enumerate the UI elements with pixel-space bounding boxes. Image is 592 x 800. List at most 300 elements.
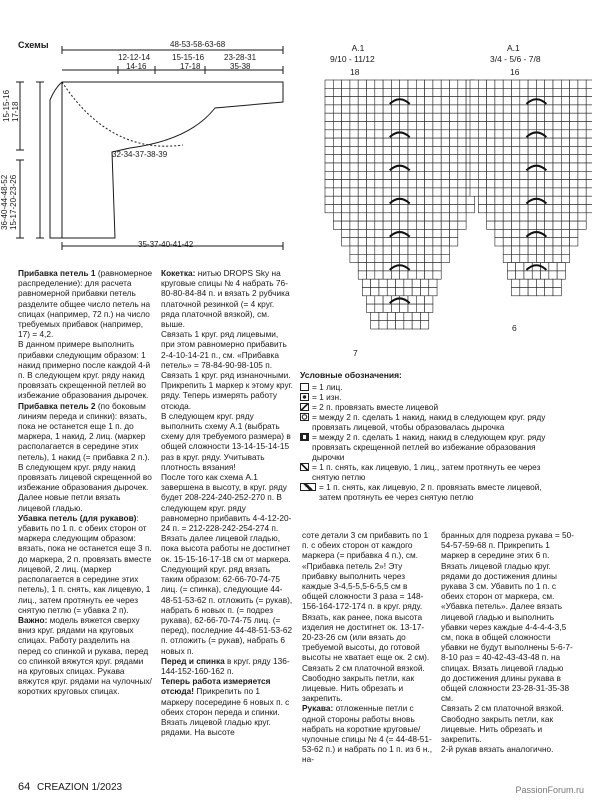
chart-cell xyxy=(342,171,350,179)
chart-cell xyxy=(470,80,478,88)
chart-cell xyxy=(570,155,578,163)
chart-cell xyxy=(512,146,520,154)
chart-cell xyxy=(371,288,379,296)
chart-cell xyxy=(520,221,528,229)
para: Теперь работа измеряется отсюда! Прикрепить по 1 маркеру посередине 6 новых п. с обеих сторон переда и спинки. Вязать лицевой гладью круг. рядами. На высоте xyxy=(161,676,290,738)
chart-cell xyxy=(557,271,565,279)
chart-cell xyxy=(458,88,466,96)
chart-cell xyxy=(416,180,424,188)
chart-cell xyxy=(441,221,449,229)
chart-cell xyxy=(367,155,375,163)
chart-cell xyxy=(367,229,375,237)
chart-cell xyxy=(586,163,592,171)
chart-cell xyxy=(507,271,515,279)
chart-cell xyxy=(325,146,333,154)
chart-cell xyxy=(507,263,515,271)
chart-cell xyxy=(391,122,399,130)
chart-cell xyxy=(487,155,495,163)
para: Убавка петель (для рукавов): убавить по 1 п. с обеих сторон от маркера следующим образом: вязать, пока не останется еще 3 п. до маркера, 2 п. провязать вместе лицевой, 2 лиц. (маркер располагается в середине этих петель), 1 п. снять, как лицевую, 1 лиц., затем протянуть ее через снятую петлю (= убавка 2 п). xyxy=(18,512,152,615)
chart-cell xyxy=(487,205,495,213)
chart-cell xyxy=(487,196,495,204)
chart-cell xyxy=(342,205,350,213)
chart-cell xyxy=(342,113,350,121)
chart-cell xyxy=(470,180,478,188)
chart-cell xyxy=(416,122,424,130)
chart-cell xyxy=(503,213,511,221)
chart-cell xyxy=(553,188,561,196)
chart-cell xyxy=(416,304,424,312)
chart-cell xyxy=(425,163,433,171)
chart-cell xyxy=(520,180,528,188)
chart-cell xyxy=(561,221,569,229)
chart-cell xyxy=(441,196,449,204)
chart-cell xyxy=(532,271,540,279)
legend-yo: = между 2 п. сделать 1 накид, накид в следующем круг. ряду провязать лицевой, чтобы образовалась дырочка xyxy=(300,412,552,432)
chart-cell xyxy=(425,130,433,138)
chart-cell xyxy=(400,221,408,229)
chart-cell xyxy=(412,321,420,329)
chart-cell xyxy=(561,246,569,254)
text-column-1 xyxy=(18,268,153,697)
chart-cell xyxy=(425,254,433,262)
chart-cell xyxy=(387,279,395,287)
chart-cell xyxy=(367,246,375,254)
chart-cell xyxy=(408,246,416,254)
chart-cell xyxy=(520,213,528,221)
chart-cell xyxy=(383,113,391,121)
chart-cell xyxy=(503,196,511,204)
chart-cell xyxy=(342,138,350,146)
dim-top-width: 48-53-58-63-68 xyxy=(170,40,226,49)
para: В следующем круг. ряду выполнить схему А.1 (выбрать схему для требуемого размера) в общей сложности 13-14-15-14-15 раз в круг. ряду. Учитывать плотность вязания! xyxy=(161,410,291,472)
chart-cell xyxy=(350,246,358,254)
chart-cell xyxy=(478,163,486,171)
chart-cell xyxy=(570,80,578,88)
garment-schematic xyxy=(0,40,300,255)
chart-cell xyxy=(536,146,544,154)
chart-cell xyxy=(553,171,561,179)
chart-cell xyxy=(358,146,366,154)
chart-cell xyxy=(478,88,486,96)
chart-cell xyxy=(396,321,404,329)
chart-cell xyxy=(350,171,358,179)
chart-cell xyxy=(553,213,561,221)
chart-cell xyxy=(495,213,503,221)
chart-cell xyxy=(367,105,375,113)
chart-cell xyxy=(570,130,578,138)
chart-cell xyxy=(536,188,544,196)
chart-cell xyxy=(333,97,341,105)
chart-cell xyxy=(503,221,511,229)
chart-cell xyxy=(425,213,433,221)
chart-cell xyxy=(561,205,569,213)
dim-neck-left-a: 12-12-14 xyxy=(118,53,151,62)
chart-cell xyxy=(450,146,458,154)
chart-cell xyxy=(333,113,341,121)
chart-cell xyxy=(487,80,495,88)
chart-cell xyxy=(536,205,544,213)
chart-cell xyxy=(367,163,375,171)
chart-cell xyxy=(433,113,441,121)
chart-cell xyxy=(350,221,358,229)
chart-cell xyxy=(404,321,412,329)
chart-cell xyxy=(333,130,341,138)
chart-cell xyxy=(375,80,383,88)
chart-cell xyxy=(503,97,511,105)
chart-cell xyxy=(408,171,416,179)
chart-cell xyxy=(478,196,486,204)
chart-cell xyxy=(383,80,391,88)
chart-cell xyxy=(325,88,333,96)
chart-cell xyxy=(578,122,586,130)
chart-cell xyxy=(383,213,391,221)
purl-symbol-icon xyxy=(300,393,309,401)
chart-cell xyxy=(387,321,395,329)
chart-cell xyxy=(325,130,333,138)
chart-cell xyxy=(478,105,486,113)
chart-cell xyxy=(325,138,333,146)
chart-cell xyxy=(416,97,424,105)
chart-cell xyxy=(425,171,433,179)
chart-cell xyxy=(433,130,441,138)
chart-cell xyxy=(358,180,366,188)
chart-cell xyxy=(528,213,536,221)
chart-cell xyxy=(400,188,408,196)
chart-cell xyxy=(367,188,375,196)
chart-cell xyxy=(450,163,458,171)
chart-cell xyxy=(512,246,520,254)
chart-cell xyxy=(416,263,424,271)
chart-cell xyxy=(333,163,341,171)
chart-cell xyxy=(350,113,358,121)
chart-cell xyxy=(561,213,569,221)
chart-cell xyxy=(553,113,561,121)
chart-cell xyxy=(450,213,458,221)
chart-cell xyxy=(342,188,350,196)
chart-cell xyxy=(416,105,424,113)
chart-cell xyxy=(400,271,408,279)
chart-cell xyxy=(441,88,449,96)
chart-cell xyxy=(375,171,383,179)
chart-cell xyxy=(586,171,592,179)
para: После того как схема А.1 завершена в высоту, в круг. ряду будет 208-224-240-252-270 п. В следующем круг. ряду равномерно прибавить 4-4-12-20-24 п. = 212-228-242-254-274 п. xyxy=(161,472,292,534)
chart-cell xyxy=(420,288,428,296)
chart-cell xyxy=(383,304,391,312)
chart-cell xyxy=(433,221,441,229)
chart-cell xyxy=(578,146,586,154)
chart-cell xyxy=(458,205,466,213)
chart-cell xyxy=(400,105,408,113)
para: Прибавка петель 1 (равномерное распределение): для расчета равномерной прибавки петель разделите общее число петель на спицах (например, 72 п.) на число требуемых прибавок (например, 17) = 4,2. xyxy=(18,268,153,340)
chart-cell xyxy=(458,163,466,171)
chart-cell xyxy=(383,146,391,154)
chart-cell xyxy=(503,246,511,254)
chart-cell xyxy=(536,80,544,88)
chart-cell xyxy=(512,130,520,138)
chart-cell xyxy=(375,105,383,113)
chart-cell xyxy=(561,163,569,171)
chart-cell xyxy=(358,138,366,146)
chart-cell xyxy=(578,171,586,179)
chart-cell xyxy=(433,146,441,154)
chart-cell xyxy=(375,146,383,154)
chart-cell xyxy=(495,105,503,113)
chart-cell xyxy=(520,88,528,96)
chart-cell xyxy=(375,271,383,279)
chart-cell xyxy=(520,105,528,113)
chart-cell xyxy=(495,80,503,88)
chart-cell xyxy=(383,171,391,179)
chart-cell xyxy=(561,80,569,88)
chart-cell xyxy=(408,304,416,312)
chart-cell xyxy=(433,180,441,188)
chart-cell xyxy=(433,263,441,271)
chart-cell xyxy=(408,155,416,163)
chart-cell xyxy=(578,138,586,146)
chart-cell xyxy=(553,138,561,146)
legend xyxy=(300,370,552,502)
chart-cell xyxy=(503,88,511,96)
chart-cell xyxy=(441,180,449,188)
chart-cell xyxy=(553,105,561,113)
chart-cell xyxy=(503,238,511,246)
chart-cell xyxy=(441,254,449,262)
chart-cell xyxy=(487,138,495,146)
chart-cell xyxy=(487,213,495,221)
chart-a1-large-sizes: 9/10 - 11/12 xyxy=(330,54,375,64)
chart-cell xyxy=(375,304,383,312)
chart-cell xyxy=(512,205,520,213)
chart-cell xyxy=(350,80,358,88)
chart-cell xyxy=(441,213,449,221)
chart-cell xyxy=(470,171,478,179)
chart-cell xyxy=(495,238,503,246)
chart-cell xyxy=(478,188,486,196)
chart-cell xyxy=(433,246,441,254)
chart-cell xyxy=(561,171,569,179)
chart-cell xyxy=(570,146,578,154)
chart-cell xyxy=(520,238,528,246)
chart-cell xyxy=(325,155,333,163)
para: Прибавка петель 2 (по боковым линиям переда и спинки): вязать, пока не останется еще 1 п. до маркера, 1 накид, 2 лиц. (маркер располагается в середине этих петель), 1 накид (= прибавка 2 п.). В следующем круг. ряду накид провязать лицевой скрещенной во избежание образования дырочек. Далее новые петли вязать лицевой гладью. xyxy=(18,400,152,513)
chart-cell xyxy=(425,238,433,246)
chart-cell xyxy=(512,196,520,204)
chart-cell xyxy=(495,122,503,130)
chart-cell xyxy=(578,205,586,213)
chart-cell xyxy=(333,146,341,154)
chart-cell xyxy=(367,304,375,312)
chart-cell xyxy=(333,138,341,146)
legend-yo-tbl: = между 2 п. сделать 1 накид, накид в следующем круг. ряду провязать скрещенной петлей во избежание образования дырочки xyxy=(300,432,552,462)
chart-cell xyxy=(512,254,520,262)
chart-cell xyxy=(350,205,358,213)
chart-cell xyxy=(561,97,569,105)
chart-cell xyxy=(433,105,441,113)
chart-cell xyxy=(416,221,424,229)
chart-cell xyxy=(578,196,586,204)
chart-cell xyxy=(375,113,383,121)
chart-cell xyxy=(553,196,561,204)
chart-cell xyxy=(545,171,553,179)
chart-cell xyxy=(478,130,486,138)
chart-cell xyxy=(553,97,561,105)
chart-cell xyxy=(450,113,458,121)
chart-cell xyxy=(503,229,511,237)
chart-cell xyxy=(391,254,399,262)
chart-cell xyxy=(512,155,520,163)
chart-cell xyxy=(512,221,520,229)
chart-cell xyxy=(342,213,350,221)
chart-cell xyxy=(325,105,333,113)
chart-cell xyxy=(503,205,511,213)
chart-cell xyxy=(383,138,391,146)
chart-cell xyxy=(433,163,441,171)
chart-cell xyxy=(578,97,586,105)
chart-cell xyxy=(570,213,578,221)
chart-cell xyxy=(367,205,375,213)
chart-cell xyxy=(342,97,350,105)
chart-cell xyxy=(487,113,495,121)
chart-cell xyxy=(578,163,586,171)
chart-cell xyxy=(553,254,561,262)
chart-cell xyxy=(400,88,408,96)
chart-cell xyxy=(528,221,536,229)
chart-cell xyxy=(553,238,561,246)
chart-cell xyxy=(570,205,578,213)
chart-cell xyxy=(470,163,478,171)
chart-cell xyxy=(586,180,592,188)
chart-cell xyxy=(553,246,561,254)
chart-cell xyxy=(570,229,578,237)
chart-cell xyxy=(503,122,511,130)
chart-cell xyxy=(350,130,358,138)
chart-cell xyxy=(520,155,528,163)
chart-cell xyxy=(325,122,333,130)
chart-cell xyxy=(578,213,586,221)
text-column-3 xyxy=(302,530,434,765)
chart-cell xyxy=(391,88,399,96)
chart-cell xyxy=(586,88,592,96)
chart-cell xyxy=(520,171,528,179)
chart-cell xyxy=(425,146,433,154)
para: Связать 1 круг. ряд лицевыми, при этом равномерно прибавить 2-4-10-14-21 п., см. «Прибавка петель» = 78-84-90-98-105 п. xyxy=(161,329,287,370)
chart-cell xyxy=(433,196,441,204)
chart-cell xyxy=(342,146,350,154)
chart-cell xyxy=(487,221,495,229)
chart-cell xyxy=(342,221,350,229)
chart-cell xyxy=(416,155,424,163)
chart-cell xyxy=(400,155,408,163)
chart-cell xyxy=(570,88,578,96)
chart-cell xyxy=(503,146,511,154)
chart-cell xyxy=(528,188,536,196)
chart-cell xyxy=(342,80,350,88)
chart-cell xyxy=(379,321,387,329)
chart-cell xyxy=(408,188,416,196)
chart-cell xyxy=(532,263,540,271)
chart-cell xyxy=(553,163,561,171)
chart-cell xyxy=(557,263,565,271)
chart-cell xyxy=(391,271,399,279)
magazine-issue: CREAZION 1/2023 xyxy=(37,782,123,793)
chart-cell xyxy=(570,180,578,188)
chart-cell xyxy=(367,296,375,304)
chart-cell xyxy=(545,155,553,163)
chart-cell xyxy=(545,80,553,88)
chart-cell xyxy=(536,155,544,163)
chart-cell xyxy=(570,221,578,229)
chart-cell xyxy=(416,88,424,96)
chart-cell xyxy=(441,238,449,246)
chart-cell xyxy=(520,205,528,213)
chart-cell xyxy=(536,180,544,188)
chart-cell xyxy=(425,88,433,96)
chart-cell xyxy=(367,88,375,96)
chart-cell xyxy=(416,296,424,304)
chart-cell xyxy=(466,196,474,204)
legend-knit: = 1 лиц. xyxy=(300,382,552,392)
chart-cell xyxy=(375,155,383,163)
chart-cell xyxy=(333,88,341,96)
chart-cell xyxy=(458,180,466,188)
chart-cell xyxy=(441,138,449,146)
chart-cell xyxy=(516,271,524,279)
chart-cell xyxy=(342,180,350,188)
chart-cell xyxy=(391,80,399,88)
chart-cell xyxy=(367,254,375,262)
chart-cell xyxy=(391,213,399,221)
chart-cell xyxy=(450,221,458,229)
chart-cell xyxy=(561,113,569,121)
chart-cell xyxy=(495,188,503,196)
chart-cell xyxy=(512,80,520,88)
chart-a1-small-top-count: 16 xyxy=(510,67,520,77)
chart-cell xyxy=(536,288,544,296)
chart-cell xyxy=(416,271,424,279)
chart-cell xyxy=(528,238,536,246)
chart-cell xyxy=(358,88,366,96)
chart-a1-small-sizes: 3/4 - 5/6 - 7/8 xyxy=(490,54,541,64)
chart-cell xyxy=(561,229,569,237)
chart-cell xyxy=(553,155,561,163)
chart-cell xyxy=(350,196,358,204)
chart-cell xyxy=(375,163,383,171)
chart-cell xyxy=(503,180,511,188)
chart-cell xyxy=(545,221,553,229)
chart-cell xyxy=(333,122,341,130)
chart-cell xyxy=(367,263,375,271)
chart-cell xyxy=(383,180,391,188)
chart-cell xyxy=(367,130,375,138)
chart-cell xyxy=(450,97,458,105)
chart-cell xyxy=(367,122,375,130)
chart-cell xyxy=(441,130,449,138)
chart-cell xyxy=(425,229,433,237)
chart-cell xyxy=(549,263,557,271)
chart-cell xyxy=(425,155,433,163)
chart-cell xyxy=(570,188,578,196)
chart-cell xyxy=(495,180,503,188)
chart-cell xyxy=(425,122,433,130)
chart-cell xyxy=(512,113,520,121)
chart-cell xyxy=(367,97,375,105)
chart-cell xyxy=(528,122,536,130)
chart-cell xyxy=(441,80,449,88)
chart-cell xyxy=(503,254,511,262)
chart-cell xyxy=(325,80,333,88)
yarn-over-symbol-icon xyxy=(300,413,309,421)
chart-cell xyxy=(528,205,536,213)
